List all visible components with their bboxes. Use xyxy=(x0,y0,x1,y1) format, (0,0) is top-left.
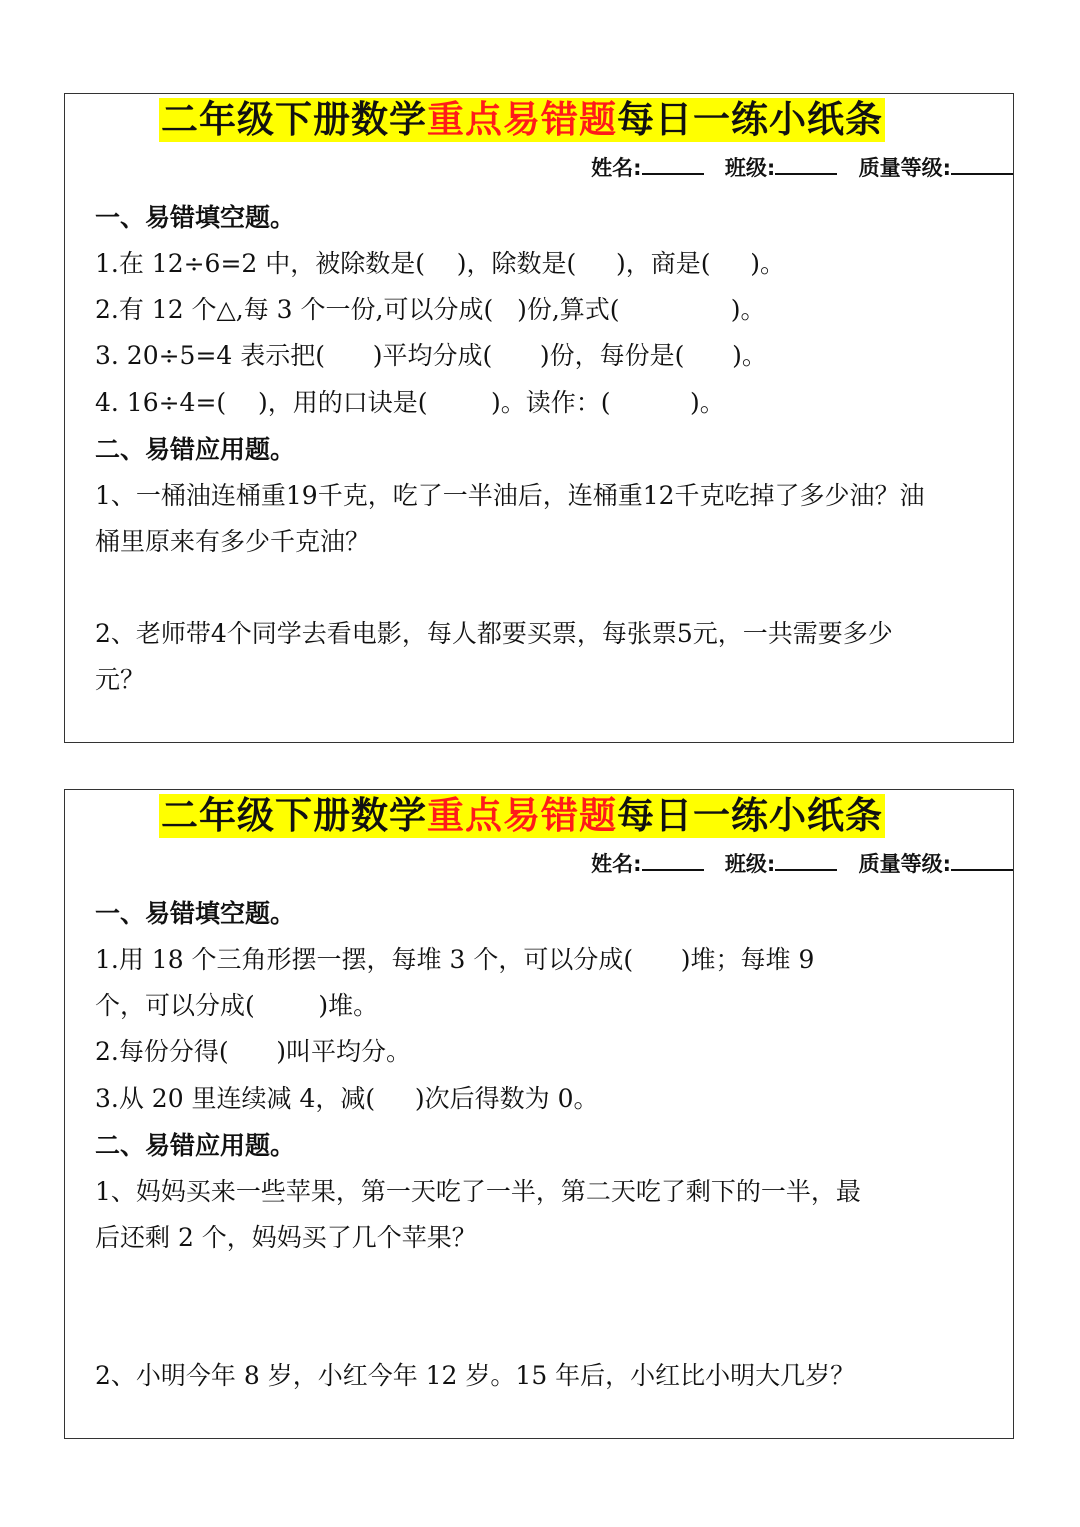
fill-question: 3. 20÷5=4 表示把( )平均分成( )份，每份是( )。 xyxy=(95,341,767,370)
name-label: 姓名: xyxy=(591,852,642,876)
title-part: 每日一练小纸条 xyxy=(617,98,883,141)
fill-question: 个，可以分成( )堆。 xyxy=(95,991,379,1020)
section-app-heading: 二、易错应用题。 xyxy=(95,1131,296,1160)
class-label: 班级: xyxy=(724,852,776,876)
title-highlight: 重点易错题 xyxy=(427,794,617,837)
app-question-line: 桶里原来有多少千克油？ xyxy=(95,527,371,556)
app-question-line: 2、小明今年 8 岁，小红今年 12 岁。15 年后，小红比小明大几岁？ xyxy=(95,1361,856,1390)
student-info-row xyxy=(591,152,1013,182)
fill-question: 4. 16÷4=( )，用的口诀是( )。读作：( )。 xyxy=(95,388,725,417)
section-app-heading: 二、易错应用题。 xyxy=(95,435,296,464)
fill-question: 2.有 12 个△,每 3 个一份,可以分成( )份,算式( )。 xyxy=(95,295,766,324)
student-info-row xyxy=(591,848,1013,878)
title-part: 二年级下册数学 xyxy=(161,794,427,837)
fill-question: 3.从 20 里连续减 4，减( )次后得数为 0。 xyxy=(95,1084,599,1113)
app-question-line: 1、妈妈买来一些苹果，第一天吃了一半，第二天吃了剩下的一半，最 xyxy=(95,1177,861,1206)
app-question-line: 后还剩 2 个，妈妈买了几个苹果？ xyxy=(95,1223,477,1252)
app-question-line: 元？ xyxy=(95,665,146,694)
grade-label: 质量等级: xyxy=(858,852,951,876)
name-label: 姓名: xyxy=(591,156,642,180)
class-label: 班级: xyxy=(724,156,776,180)
grade-blank[interactable] xyxy=(951,155,1013,175)
title-part: 二年级下册数学 xyxy=(161,98,427,141)
class-blank[interactable] xyxy=(775,851,837,871)
section-fill-heading: 一、易错填空题。 xyxy=(95,899,296,928)
app-question-line: 1、一桶油连桶重19千克，吃了一半油后，连桶重12千克吃掉了多少油？油 xyxy=(95,481,925,510)
title-highlight: 重点易错题 xyxy=(427,98,617,141)
fill-question: 1.用 18 个三角形摆一摆，每堆 3 个，可以分成( )堆；每堆 9 xyxy=(95,945,815,974)
fill-question: 1.在 12÷6=2 中，被除数是( )，除数是( )，商是( )。 xyxy=(95,249,786,278)
grade-blank[interactable] xyxy=(951,851,1013,871)
app-question-line: 2、老师带4个同学去看电影，每人都要买票，每张票5元，一共需要多少 xyxy=(95,619,893,648)
worksheet-card-2 xyxy=(64,789,1014,1439)
section-fill-heading: 一、易错填空题。 xyxy=(95,203,296,232)
card-title xyxy=(159,98,885,142)
name-blank[interactable] xyxy=(642,155,704,175)
title-part: 每日一练小纸条 xyxy=(617,794,883,837)
name-blank[interactable] xyxy=(642,851,704,871)
card-title xyxy=(159,794,885,838)
fill-question: 2.每份分得( )叫平均分。 xyxy=(95,1037,412,1066)
grade-label: 质量等级: xyxy=(858,156,951,180)
class-blank[interactable] xyxy=(775,155,837,175)
worksheet-card-1 xyxy=(64,93,1014,743)
